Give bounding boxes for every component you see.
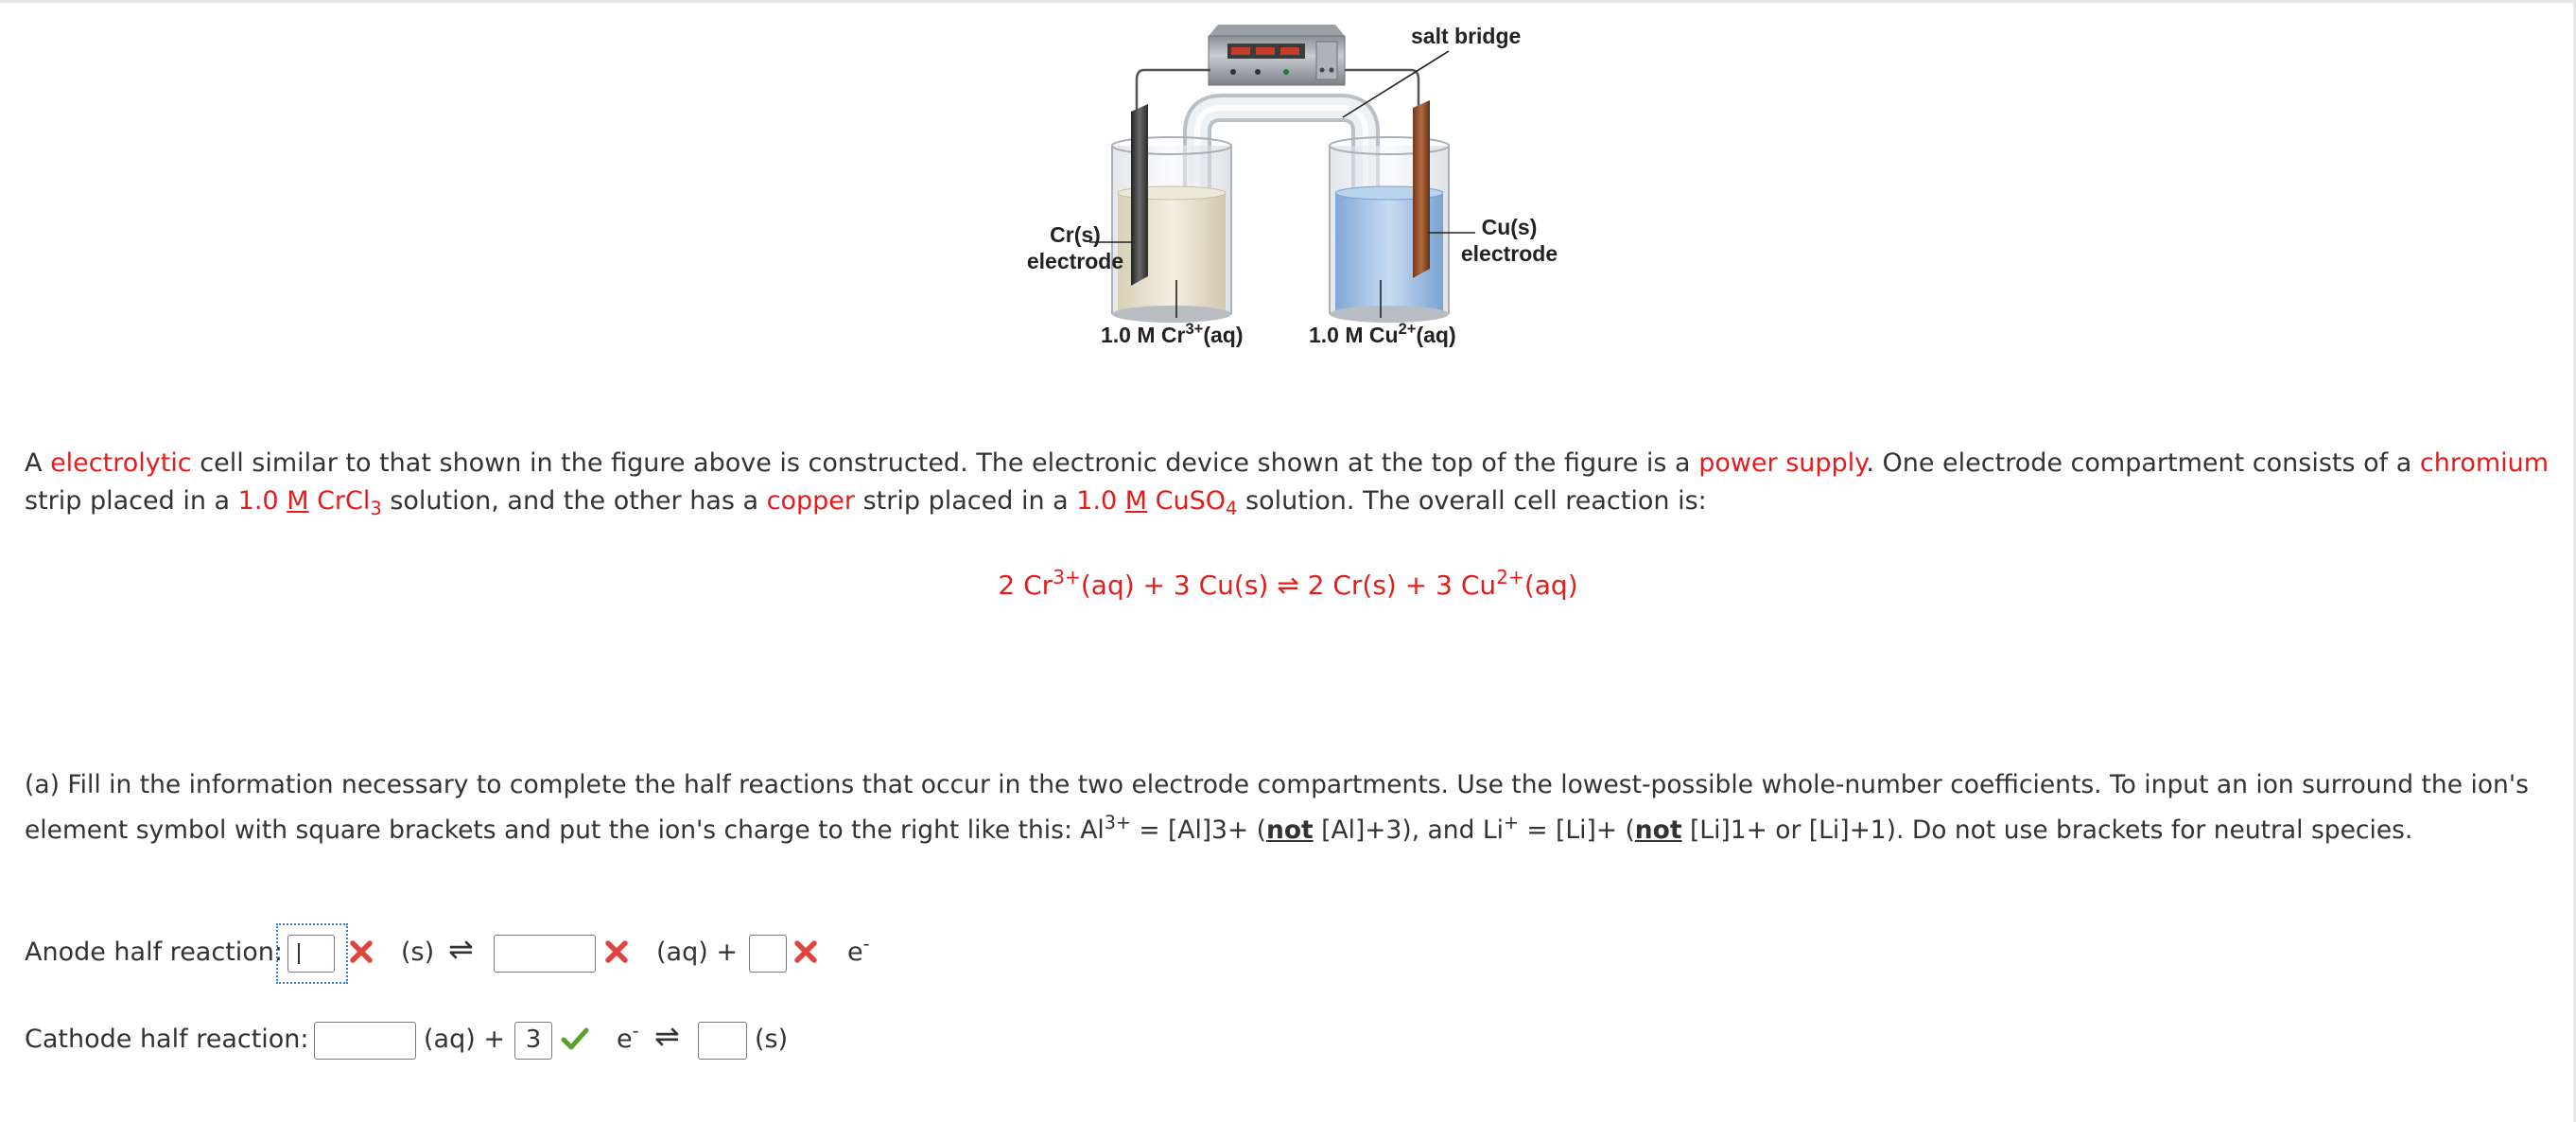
- cu-electrode-label-line2: electrode: [1460, 241, 1558, 266]
- electron-charge: -: [862, 933, 870, 955]
- equilibrium-arrow-icon: ⇌: [448, 931, 474, 967]
- intro-text: . One electrode compartment consists of a: [1866, 448, 2420, 478]
- cu-electrode-label: [1453, 214, 1566, 267]
- equation-part: (aq): [1523, 570, 1578, 601]
- copper-electrode: [1413, 100, 1430, 278]
- top-border: [0, 0, 2576, 3]
- x-mark-icon: [603, 938, 630, 965]
- concentration-value: 1.0: [1076, 486, 1125, 516]
- cu-solution-charge: 2+: [1398, 319, 1417, 338]
- x-mark-icon: [348, 938, 374, 965]
- anode-electron-coefficient-input[interactable]: [749, 935, 787, 973]
- intro-text: cell similar to that shown in the figure above is constructed. The electronic device shown at the top of the figure is a: [191, 448, 1699, 478]
- crcl3-concentration: [237, 486, 382, 519]
- electron-symbol: e: [847, 938, 863, 967]
- part-a-line-1: (a) Fill in the information necessary to complete the half reactions that occur in the two electrode compartments. Use the lowest-possible whole-number coefficients. To input an ion surround the ion's: [25, 770, 2529, 799]
- cr-electrode-label-line2: electrode: [1026, 249, 1124, 273]
- instruction-text: element symbol with square brackets and put the ion's charge to the right like this: Al: [25, 815, 1105, 845]
- cu-solution-label: [1309, 319, 1456, 348]
- anode-state-aq-plus: (aq) +: [656, 938, 738, 967]
- cathode-state-solid: (s): [755, 1025, 789, 1054]
- concentration-value: 1.0: [237, 486, 287, 516]
- cathode-label: Cathode half reaction:: [25, 1025, 309, 1054]
- intro-line-1: [25, 445, 2549, 482]
- cuso4-concentration: [1076, 486, 1238, 519]
- equation-part: 2 Cr(s) + 3 Cu: [1298, 570, 1497, 601]
- intro-text: solution. The overall cell reaction is:: [1237, 486, 1707, 516]
- term-electrolytic: electrolytic: [50, 448, 192, 478]
- term-power-supply: power supply: [1698, 448, 1867, 478]
- cell-illustration: [983, 13, 1608, 359]
- salt-bridge-leader: [1343, 51, 1449, 117]
- cathode-electron-coefficient-input[interactable]: 3: [514, 1022, 552, 1060]
- molar-unit: M: [1124, 486, 1148, 516]
- anode-electron: [847, 933, 870, 967]
- overall-cell-reaction: [0, 565, 2576, 601]
- anode-half-reaction-row: [25, 929, 895, 982]
- intro-text: solution, and the other has a: [381, 486, 767, 516]
- term-chromium: chromium: [2419, 448, 2550, 478]
- electron-symbol: e: [617, 1025, 633, 1054]
- cr-solution-charge: 3+: [1185, 319, 1204, 338]
- check-mark-icon: [560, 1026, 590, 1052]
- cathode-electron: [617, 1020, 639, 1054]
- cathode-state-aq-plus: (aq) +: [424, 1025, 505, 1054]
- cu-solution-text: 1.0 M Cu: [1309, 323, 1399, 347]
- cr-solution-text: 1.0 M Cr: [1101, 323, 1186, 347]
- cu-solution-state: (aq): [1416, 323, 1456, 347]
- intro-text: A: [25, 448, 51, 478]
- instruction-text: [Al]+3), and Li: [1313, 815, 1504, 845]
- electrolytic-cell-figure: [983, 13, 1608, 359]
- li-charge: +: [1503, 812, 1519, 833]
- cr-electrode-label: [1023, 221, 1127, 274]
- right-beaker: [1330, 137, 1449, 323]
- intro-text: strip placed in a: [855, 486, 1077, 516]
- equation-charge: 3+: [1053, 565, 1081, 588]
- anode-ion-input[interactable]: [494, 935, 596, 973]
- electron-charge: -: [632, 1020, 639, 1043]
- left-beaker: [1112, 137, 1231, 323]
- power-supply: [1209, 25, 1345, 85]
- cuso4-formula: CuSO: [1147, 486, 1227, 516]
- intro-text: strip placed in a: [25, 486, 238, 516]
- equation-part: 2 Cr: [998, 570, 1053, 601]
- part-a-line-2: [25, 812, 2412, 850]
- crcl3-formula: CrCl: [308, 486, 371, 516]
- anode-state-solid: (s): [401, 938, 435, 967]
- intro-line-2: [25, 482, 1707, 520]
- salt-bridge-label: salt bridge: [1411, 24, 1522, 48]
- cr-solution-state: (aq): [1203, 323, 1244, 347]
- equilibrium-arrow-icon: ⇌: [654, 1018, 680, 1054]
- instruction-text: = [Li]+ (: [1518, 815, 1635, 845]
- chromium-electrode: [1131, 104, 1148, 286]
- cathode-species-input[interactable]: [698, 1022, 747, 1060]
- equation-charge: 2+: [1496, 565, 1524, 588]
- cu-electrode-label-line1: Cu(s): [1481, 215, 1538, 239]
- instruction-text: = [Al]3+ (: [1130, 815, 1266, 845]
- x-mark-icon: [792, 938, 819, 965]
- text-cursor: [298, 943, 300, 964]
- cathode-half-reaction-row: [25, 1016, 800, 1069]
- emphasis-not: not: [1634, 815, 1682, 845]
- cuso4-subscript: 4: [1226, 497, 1238, 519]
- emphasis-not: not: [1265, 815, 1314, 845]
- crcl3-subscript: 3: [370, 497, 382, 519]
- cr-electrode-label-line1: Cr(s): [1050, 222, 1101, 247]
- anode-species-input[interactable]: [287, 935, 335, 973]
- equation-part: (aq) + 3 Cu(s): [1080, 570, 1278, 601]
- equilibrium-arrow-icon: ⇌: [1277, 570, 1299, 601]
- anode-label: Anode half reaction:: [25, 938, 284, 967]
- instruction-text: [Li]1+ or [Li]+1). Do not use brackets for neutral species.: [1681, 815, 2413, 845]
- cathode-ion-input[interactable]: [314, 1022, 416, 1060]
- molar-unit: M: [287, 486, 309, 516]
- al-charge: 3+: [1104, 812, 1131, 833]
- cr-solution-label: [1101, 319, 1244, 348]
- term-copper: copper: [766, 486, 856, 516]
